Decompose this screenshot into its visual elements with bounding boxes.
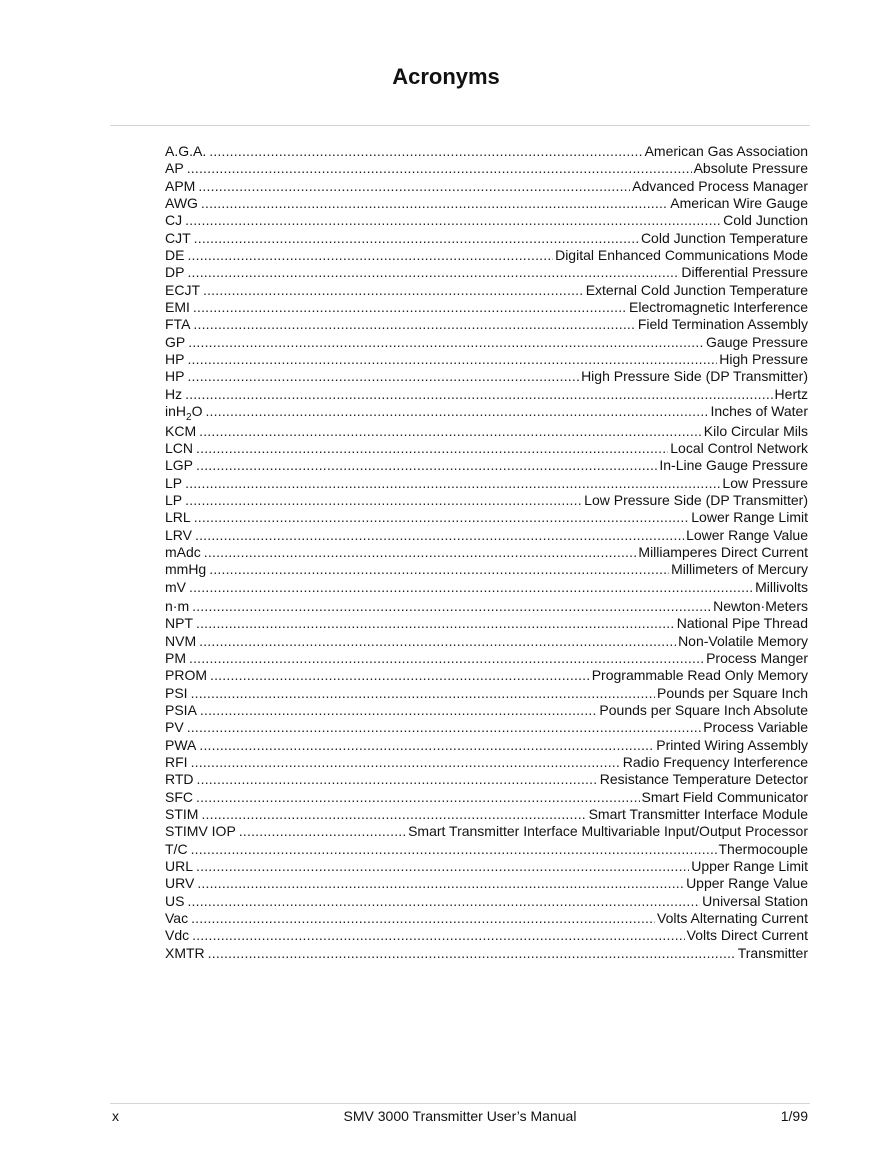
- dot-leader: [205, 403, 708, 420]
- page-title: Acronyms: [392, 64, 500, 89]
- acronym-meaning: Printed Wiring Assembly: [656, 736, 808, 753]
- acronym-meaning: Low Pressure: [722, 474, 808, 491]
- dot-leader: [200, 702, 598, 719]
- acronym-abbreviation: LRV: [165, 526, 192, 543]
- acronym-row: [165, 492, 808, 509]
- header-divider: [110, 125, 810, 126]
- acronym-row: [165, 544, 808, 561]
- acronym-meaning: Resistance Temperature Detector: [599, 771, 808, 788]
- acronym-row: [165, 841, 808, 858]
- acronym-abbreviation: PROM: [165, 667, 207, 684]
- dot-leader: [194, 230, 639, 247]
- acronym-meaning: Volts Alternating Current: [657, 910, 808, 927]
- acronym-meaning: Kilo Circular Mils: [703, 422, 808, 439]
- acronym-row: [165, 910, 808, 927]
- dot-leader: [191, 910, 655, 927]
- acronym-row: [165, 771, 808, 788]
- acronym-meaning: Inches of Water: [710, 403, 808, 420]
- acronym-abbreviation: HP: [165, 351, 185, 368]
- dot-leader: [196, 457, 657, 474]
- dot-leader: [188, 334, 704, 351]
- dot-leader: [191, 754, 621, 771]
- acronym-row: [165, 667, 808, 684]
- dot-leader: [196, 789, 640, 806]
- acronym-meaning: Universal Station: [702, 892, 808, 909]
- dot-leader: [193, 299, 627, 316]
- acronym-row: [165, 633, 808, 650]
- acronym-meaning: Millivolts: [755, 578, 808, 595]
- acronym-abbreviation: RFI: [165, 754, 188, 771]
- acronym-meaning: Digital Enhanced Communications Mode: [555, 247, 808, 264]
- acronym-row: [165, 737, 808, 754]
- acronym-abbreviation: EMI: [165, 299, 190, 316]
- acronym-meaning: Smart Field Communicator: [641, 788, 808, 805]
- acronym-row: [165, 351, 808, 368]
- acronym-abbreviation: Hz: [165, 385, 183, 402]
- dot-leader: [239, 823, 406, 840]
- dot-leader: [198, 178, 630, 195]
- acronym-row: [165, 893, 808, 910]
- acronym-abbreviation: APM: [165, 177, 196, 194]
- dot-leader: [189, 650, 704, 667]
- abbr-part: O: [191, 403, 203, 420]
- dot-leader: [204, 544, 637, 561]
- acronym-row: [165, 579, 808, 596]
- acronym-row: [165, 195, 808, 212]
- dot-leader: [185, 212, 721, 229]
- dot-leader: [187, 893, 700, 910]
- acronym-abbreviation: T/C: [165, 840, 188, 857]
- acronym-list: [165, 143, 808, 962]
- dot-leader: [185, 386, 772, 403]
- dot-leader: [187, 719, 702, 736]
- dot-leader: [196, 440, 668, 457]
- acronym-row: [165, 561, 808, 578]
- acronym-abbreviation: Vac: [165, 910, 189, 927]
- acronym-row: [165, 945, 808, 962]
- acronym-meaning: High Pressure: [719, 351, 808, 368]
- dot-leader: [199, 423, 702, 440]
- acronym-row: [165, 403, 808, 420]
- dot-leader: [185, 492, 582, 509]
- dot-leader: [191, 841, 717, 858]
- acronym-meaning: Transmitter: [737, 944, 808, 961]
- acronym-row: [165, 247, 808, 264]
- acronym-row: [165, 806, 808, 823]
- dot-leader: [192, 598, 711, 615]
- acronym-abbreviation: PSI: [165, 684, 188, 701]
- acronym-abbreviation: AP: [165, 160, 184, 177]
- dot-leader: [210, 667, 590, 684]
- acronym-row: [165, 754, 808, 771]
- acronym-abbreviation: NVM: [165, 632, 197, 649]
- acronym-meaning: Differential Pressure: [681, 264, 808, 281]
- acronym-meaning: Upper Range Limit: [691, 858, 808, 875]
- dot-leader: [203, 282, 584, 299]
- dot-leader: [196, 858, 689, 875]
- acronym-meaning: Field Termination Assembly: [637, 316, 808, 333]
- acronym-abbreviation: mmHg: [165, 561, 207, 578]
- acronym-meaning: Upper Range Value: [686, 875, 808, 892]
- dot-leader: [208, 945, 736, 962]
- acronym-meaning: Pounds per Square Inch Absolute: [599, 702, 808, 718]
- acronym-row: [165, 719, 808, 736]
- abbr-part: inH: [165, 403, 187, 420]
- acronym-abbreviation: PM: [165, 649, 186, 666]
- acronym-abbreviation: URV: [165, 875, 195, 892]
- page-footer: [110, 1108, 810, 1126]
- acronym-abbreviation: AWG: [165, 195, 198, 212]
- acronym-abbreviation: RTD: [165, 771, 194, 788]
- acronym-meaning: Thermocouple: [718, 840, 808, 857]
- acronym-abbreviation: LP: [165, 474, 183, 491]
- dot-leader: [196, 615, 675, 632]
- acronym-abbreviation: PV: [165, 719, 184, 736]
- acronym-row: [165, 178, 808, 195]
- dot-leader: [187, 264, 679, 281]
- acronym-abbreviation: PWA: [165, 736, 197, 753]
- acronym-row: [165, 702, 808, 719]
- acronym-meaning: Process Manger: [706, 649, 808, 666]
- acronym-row: [165, 440, 808, 457]
- acronym-row: [165, 858, 808, 875]
- acronym-meaning: Local Control Network: [670, 439, 808, 456]
- acronym-abbreviation: mV: [165, 578, 186, 595]
- acronym-abbreviation: [165, 403, 205, 420]
- acronym-abbreviation: KCM: [165, 422, 197, 439]
- acronym-row: [165, 368, 808, 385]
- acronym-row: [165, 212, 808, 229]
- acronym-abbreviation: LCN: [165, 439, 194, 456]
- dot-leader: [197, 771, 598, 788]
- dot-leader: [201, 195, 668, 212]
- acronym-meaning: Programmable Read Only Memory: [591, 667, 808, 684]
- acronym-meaning: Lower Range Limit: [691, 509, 808, 526]
- acronym-row: [165, 334, 808, 351]
- acronym-abbreviation: n·m: [165, 597, 190, 614]
- acronym-abbreviation: NPT: [165, 615, 193, 632]
- acronym-row: [165, 299, 808, 316]
- acronym-abbreviation: US: [165, 892, 185, 909]
- acronym-abbreviation: STIMV IOP: [165, 823, 236, 840]
- acronym-abbreviation: XMTR: [165, 944, 205, 961]
- acronym-row: [165, 789, 808, 806]
- footer-divider: [110, 1103, 810, 1104]
- abbr-subscript: 2: [186, 411, 192, 421]
- acronym-row: [165, 509, 808, 526]
- dot-leader: [185, 475, 720, 492]
- dot-leader: [194, 509, 690, 526]
- acronym-abbreviation: STIM: [165, 806, 199, 823]
- acronym-abbreviation: CJT: [165, 229, 191, 246]
- dot-leader: [199, 633, 676, 650]
- acronym-row: [165, 527, 808, 544]
- acronym-meaning: Lower Range Value: [686, 526, 808, 543]
- acronym-meaning: Volts Direct Current: [686, 927, 808, 944]
- acronym-meaning: Cold Junction: [723, 212, 808, 229]
- acronym-meaning: American Gas Association: [644, 143, 808, 159]
- acronym-abbreviation: URL: [165, 858, 194, 875]
- dot-leader: [187, 160, 692, 177]
- acronym-row: [165, 282, 808, 299]
- acronym-meaning: External Cold Junction Temperature: [585, 281, 808, 298]
- acronym-row: [165, 875, 808, 892]
- acronym-meaning: Smart Transmitter Interface Module: [588, 806, 808, 823]
- acronym-abbreviation: FTA: [165, 316, 191, 333]
- acronym-row: [165, 230, 808, 247]
- acronym-abbreviation: CJ: [165, 212, 183, 229]
- acronym-meaning: Electromagnetic Interference: [629, 299, 808, 316]
- page-number: x: [112, 1108, 119, 1124]
- dot-leader: [197, 875, 684, 892]
- dot-leader: [191, 685, 655, 702]
- dot-leader: [187, 351, 717, 368]
- acronym-row: [165, 386, 808, 403]
- dot-leader: [193, 316, 635, 333]
- acronym-abbreviation: mAdc: [165, 543, 201, 560]
- acronym-meaning: Pounds per Square Inch: [657, 684, 808, 701]
- acronym-row: [165, 823, 808, 840]
- acronym-row: [165, 615, 808, 632]
- acronym-row: [165, 160, 808, 177]
- acronym-row: [165, 650, 808, 667]
- dot-leader: [187, 247, 553, 264]
- acronym-row: [165, 316, 808, 333]
- acronym-meaning: Non-Volatile Memory: [678, 632, 808, 649]
- manual-title: SMV 3000 Transmitter User’s Manual: [343, 1108, 577, 1124]
- acronym-meaning: National Pipe Thread: [676, 615, 808, 632]
- acronym-meaning: Absolute Pressure: [693, 160, 808, 177]
- acronym-row: [165, 685, 808, 702]
- acronym-row: [165, 143, 808, 160]
- acronym-meaning: In-Line Gauge Pressure: [659, 457, 808, 474]
- acronym-row: [165, 457, 808, 474]
- acronym-abbreviation: DE: [165, 247, 185, 264]
- acronym-meaning: Gauge Pressure: [706, 333, 808, 350]
- acronym-abbreviation: GP: [165, 333, 186, 350]
- dot-leader: [189, 579, 753, 596]
- dot-leader: [195, 527, 684, 544]
- acronym-row: [165, 264, 808, 281]
- acronym-meaning: Hertz: [774, 385, 808, 402]
- acronym-row: [165, 927, 808, 944]
- acronym-row: [165, 475, 808, 492]
- dot-leader: [209, 143, 642, 160]
- publication-date: 1/99: [780, 1108, 808, 1124]
- acronym-meaning: Millimeters of Mercury: [671, 561, 808, 578]
- acronym-abbreviation: SFC: [165, 788, 193, 805]
- acronym-abbreviation: PSIA: [165, 702, 197, 718]
- acronym-abbreviation: A.G.A.: [165, 143, 207, 159]
- acronym-abbreviation: HP: [165, 368, 185, 385]
- acronym-meaning: Low Pressure Side (DP Transmitter): [584, 491, 808, 508]
- dot-leader: [187, 368, 579, 385]
- acronym-meaning: Smart Transmitter Interface Multivariable Input/Output Processor: [408, 823, 808, 840]
- acronym-meaning: High Pressure Side (DP Transmitter): [581, 368, 808, 385]
- dot-leader: [209, 561, 669, 578]
- acronym-meaning: American Wire Gauge: [670, 195, 808, 212]
- acronym-abbreviation: DP: [165, 264, 185, 281]
- acronym-meaning: Milliamperes Direct Current: [638, 543, 808, 560]
- acronym-abbreviation: LGP: [165, 457, 194, 474]
- acronym-abbreviation: LP: [165, 491, 183, 508]
- acronym-meaning: Process Variable: [703, 719, 808, 736]
- acronym-row: [165, 598, 808, 615]
- acronym-meaning: Newton·Meters: [713, 597, 808, 614]
- acronym-abbreviation: ECJT: [165, 281, 200, 298]
- acronym-row: [165, 423, 808, 440]
- dot-leader: [199, 737, 654, 754]
- acronym-meaning: Cold Junction Temperature: [640, 229, 808, 246]
- acronym-meaning: Radio Frequency Interference: [622, 754, 808, 771]
- dot-leader: [192, 927, 685, 944]
- dot-leader: [201, 806, 586, 823]
- acronym-abbreviation: Vdc: [165, 927, 190, 944]
- acronym-meaning: Advanced Process Manager: [632, 177, 808, 194]
- acronym-abbreviation: LRL: [165, 509, 191, 526]
